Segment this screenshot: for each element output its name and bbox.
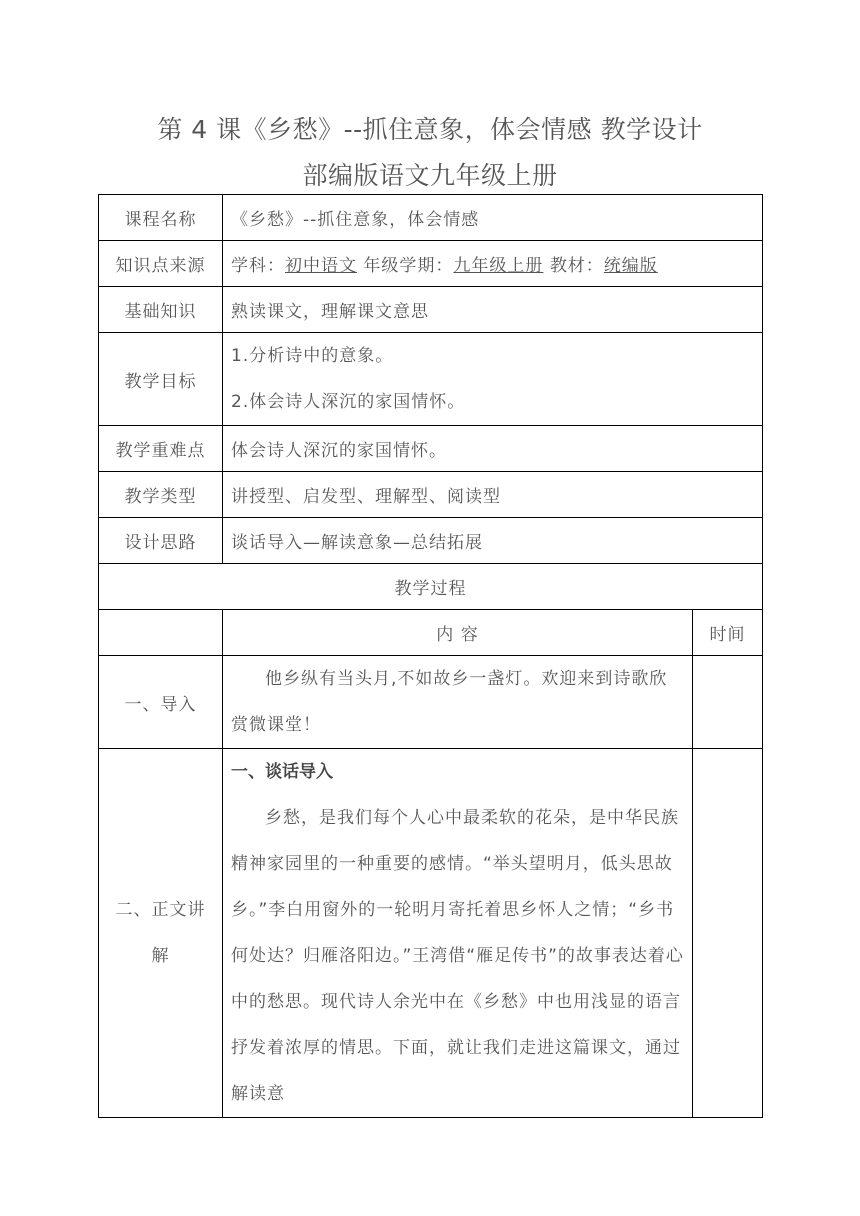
intro-label: 一、导入 bbox=[99, 656, 223, 749]
row-source bbox=[99, 241, 763, 287]
goals-value bbox=[223, 333, 763, 426]
goals-label: 教学目标 bbox=[99, 333, 223, 426]
key-points-label: 教学重难点 bbox=[99, 426, 223, 472]
document-subtitle: 部编版语文九年级上册 bbox=[302, 161, 558, 190]
type-label: 教学类型 bbox=[99, 472, 223, 518]
type-value: 讲授型、启发型、理解型、阅读型 bbox=[223, 472, 763, 518]
row-design bbox=[99, 518, 763, 564]
source-value bbox=[223, 241, 763, 287]
process-heading: 教学过程 bbox=[99, 564, 763, 610]
grade-label: 年级学期： bbox=[363, 256, 454, 276]
row-key-points bbox=[99, 426, 763, 472]
row-course-name bbox=[99, 195, 763, 241]
row-intro bbox=[99, 656, 763, 749]
subject-label: 学科： bbox=[231, 256, 285, 276]
grade-value: 九年级上册 bbox=[453, 256, 544, 276]
row-type bbox=[99, 472, 763, 518]
source-label: 知识点来源 bbox=[99, 241, 223, 287]
document-title: 第 4 课《乡愁》--抓住意象，体会情感 教学设计 bbox=[157, 115, 703, 144]
empty-header-cell bbox=[99, 610, 223, 656]
main-label: 二、正文讲解 bbox=[99, 749, 223, 1118]
row-goals bbox=[99, 333, 763, 426]
intro-text: 他乡纵有当头月,不如故乡一盏灯。欢迎来到诗歌欣赏微课堂！ bbox=[231, 669, 668, 735]
goal-item-1: 1.分析诗中的意象。 bbox=[231, 346, 394, 366]
textbook-value: 统编版 bbox=[603, 256, 658, 276]
basics-value: 熟读课文，理解课文意思 bbox=[223, 287, 763, 333]
main-section-heading: 一、谈话导入 bbox=[231, 762, 333, 782]
subject-value: 初中语文 bbox=[285, 256, 357, 276]
basics-label: 基础知识 bbox=[99, 287, 223, 333]
row-basics bbox=[99, 287, 763, 333]
time-header: 时间 bbox=[693, 610, 763, 656]
key-points-value: 体会诗人深沉的家国情怀。 bbox=[223, 426, 763, 472]
row-process-heading bbox=[99, 564, 763, 610]
main-content bbox=[223, 749, 693, 1118]
goal-item-2: 2.体会诗人深沉的家国情怀。 bbox=[231, 392, 466, 412]
course-name-label: 课程名称 bbox=[99, 195, 223, 241]
intro-time bbox=[693, 656, 763, 749]
row-content-header bbox=[99, 610, 763, 656]
textbook-label: 教材： bbox=[549, 256, 604, 276]
content-header: 内 容 bbox=[223, 610, 693, 656]
intro-content bbox=[223, 656, 693, 749]
row-main bbox=[99, 749, 763, 1118]
main-time bbox=[693, 749, 763, 1118]
main-text: 乡愁，是我们每个人心中最柔软的花朵，是中华民族精神家园里的一种重要的感情。“举头望明月，低头思故乡。”李白用窗外的一轮明月寄托着思乡怀人之情；“乡书何处达？归雁洛阳边。”王湾借“雁足传书”的故事表达着心中的愁思。现代诗人余光中在《乡愁》中也用浅显的语言抒发着浓厚的情思。下面，就让我们走进这篇课文，通过解读意 bbox=[231, 808, 684, 1104]
design-label: 设计思路 bbox=[99, 518, 223, 564]
course-name-value: 《乡愁》--抓住意象，体会情感 bbox=[223, 195, 763, 241]
design-value: 谈话导入—解读意象—总结拓展 bbox=[223, 518, 763, 564]
lesson-plan-table bbox=[98, 194, 763, 1118]
